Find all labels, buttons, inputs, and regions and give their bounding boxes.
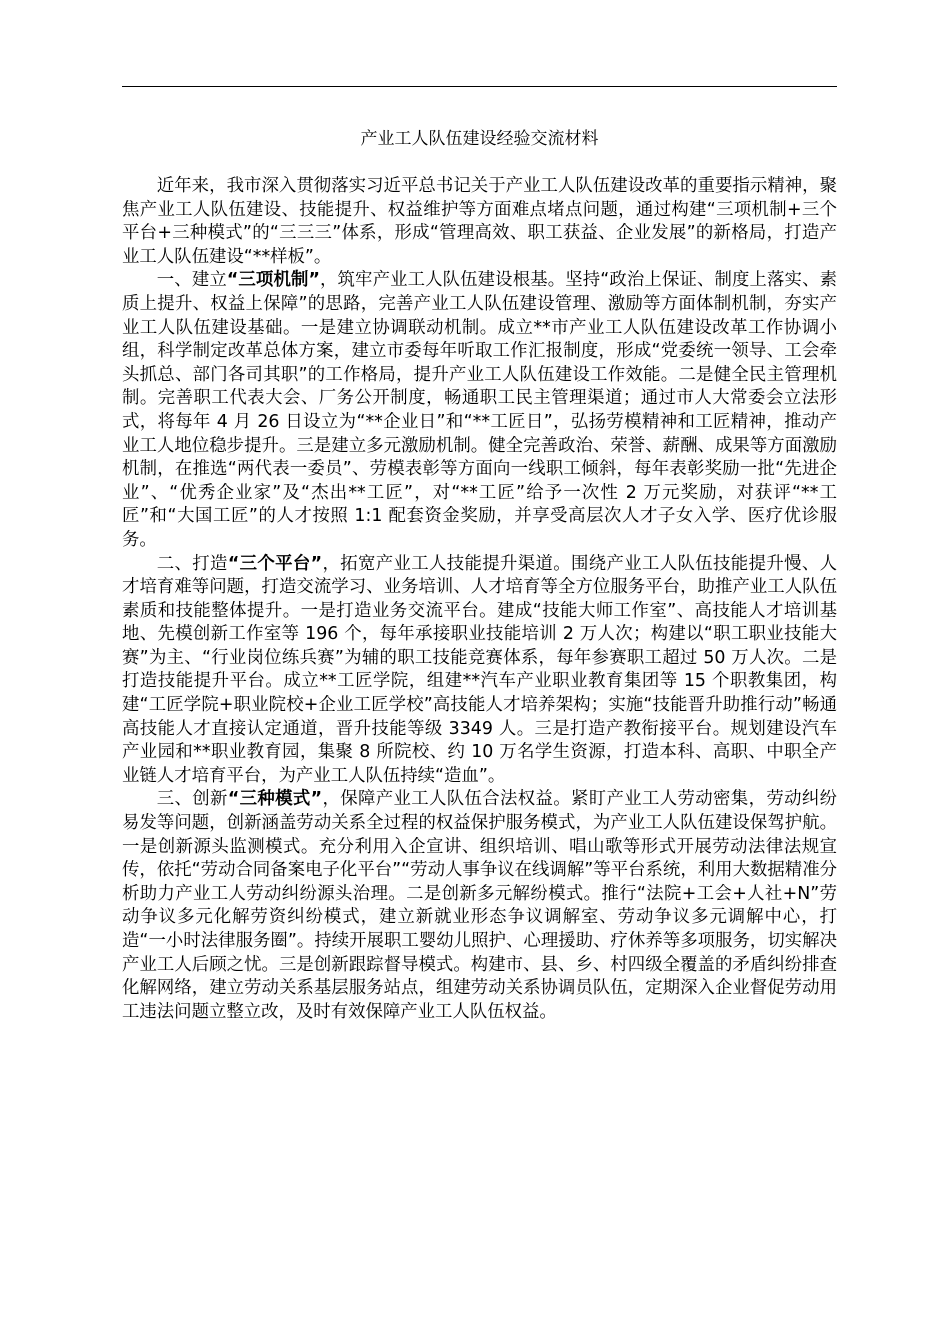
section-3-body: ，保障产业工人队伍合法权益。紧盯产业工人劳动密集，劳动纠纷易发等问题，创新涵盖劳动关系全过程的权益保护服务模式，为产业工人队伍建设保驾护航。一是创新源头监测模式。充分利用入企宣讲、组织培训、唱山歌等形式开展劳动法律法规宣传，依托“劳动合同备案电子化平台”“劳动人事争议在线调解”等平台系统，利用大数据精准分析助力产业工人劳动纠纷源头治理。二是创新多元解纷模式。推行“法院+工会+人社+N”劳动争议多元化解劳资纠纷模式，建立新就业形态争议调解室、劳动争议多元调解中心，打造“一小时法律服务圈”。持续开展职工婴幼儿照护、心理援助、疗休养等多项服务，切实解决产业工人后顾之忧。三是创新跟踪督导模式。构建市、县、乡、村四级全覆盖的矛盾纠纷排查化解网络，建立劳动关系基层服务站点，组建劳动关系协调员队伍，定期深入企业督促劳动用工违法问题立整立改，及时有效保障产业工人队伍权益。	[122, 789, 837, 1022]
section-3-emphasis: “三种模式”	[227, 789, 323, 810]
section-2-lead: 二、打造	[156, 553, 228, 574]
section-2-body: ，拓宽产业工人技能提升渠道。围绕产业工人队伍技能提升慢、人才培育难等问题，打造交流学习、业务培训、人才培育等全方位服务平台，助推产业工人队伍素质和技能整体提升。一是打造业务交流平台。建成“技能大师工作室”、高技能人才培训基地、先模创新工作室等 196 个，每年承接职业技能培训 2 万人次；构建以“职工职业技能大赛”为主、“行业岗位练兵赛”为辅的职工技能竞赛体系，每年参赛职工超过 50 万人次。二是打造技能提升平台。成立**工匠学院，组建**汽车产业职业教育集团等 15 个职教集团，构建“工匠学院+职业院校+企业工匠学校”高技能人才培养架构；实施“技能晋升助推行动”畅通高技能人才直接认定通道，晋升技能等级 3349 人。三是打造产教衔接平台。规划建设汽车产业园和**职业教育园，集聚 8 所院校、约 10 万名学生资源，打造本科、高职、中职全产业链人才培育平台，为产业工人队伍持续“造血”。	[122, 553, 837, 786]
section-1-lead: 一、建立	[156, 270, 227, 291]
section-paragraph-2	[122, 553, 837, 789]
document-title: 产业工人队伍建设经验交流材料	[360, 129, 599, 149]
section-2-emphasis: “三个平台”	[227, 553, 323, 574]
section-1-body: ，筑牢产业工人队伍建设根基。坚持“政治上保证、制度上落实、素质上提升、权益上保障”的思路，完善产业工人队伍建设管理、激励等方面体制机制，夯实产业工人队伍建设基础。一是建立协调联动机制。成立**市产业工人队伍建设改革工作协调小组，科学制定改革总体方案，建立市委每年听取工作汇报制度，形成“党委统一领导、工会牵头抓总、部门各司其职”的工作格局，提升产业工人队伍建设工作效能。二是健全民主管理机制。完善职工代表大会、厂务公开制度，畅通职工民主管理渠道；通过市人大常委会立法形式，将每年 4 月 26 日设立为“**企业日”和“**工匠日”，弘扬劳模精神和工匠精神，推动产业工人地位稳步提升。三是建立多元激励机制。健全完善政治、荣誉、薪酬、成果等方面激励机制，在推选“两代表一委员”、劳模表彰等方面向一线职工倾斜，每年表彰奖励一批“先进企业”、“优秀企业家”及“杰出**工匠”，对“**工匠”给予一次性 2 万元奖励，对获评“**工匠”和“大国工匠”的人才按照 1:1 配套资金奖励，并享受高层次人才子女入学、医疗优诊服务。	[122, 270, 837, 550]
header-rule	[122, 86, 837, 87]
section-3-lead: 三、创新	[156, 789, 228, 810]
document-body	[122, 175, 837, 1024]
intro-paragraph: 近年来，我市深入贯彻落实习近平总书记关于产业工人队伍建设改革的重要指示精神，聚焦产业工人队伍建设、技能提升、权益维护等方面难点堵点问题，通过构建“三项机制+三个平台+三种模式”的“三三三”体系，形成“管理高效、职工获益、企业发展”的新格局，打造产业工人队伍建设“**样板”。	[122, 176, 837, 267]
section-paragraph-3	[122, 788, 837, 1024]
section-1-emphasis: “三项机制”	[226, 270, 320, 291]
section-paragraph-1	[122, 269, 837, 552]
